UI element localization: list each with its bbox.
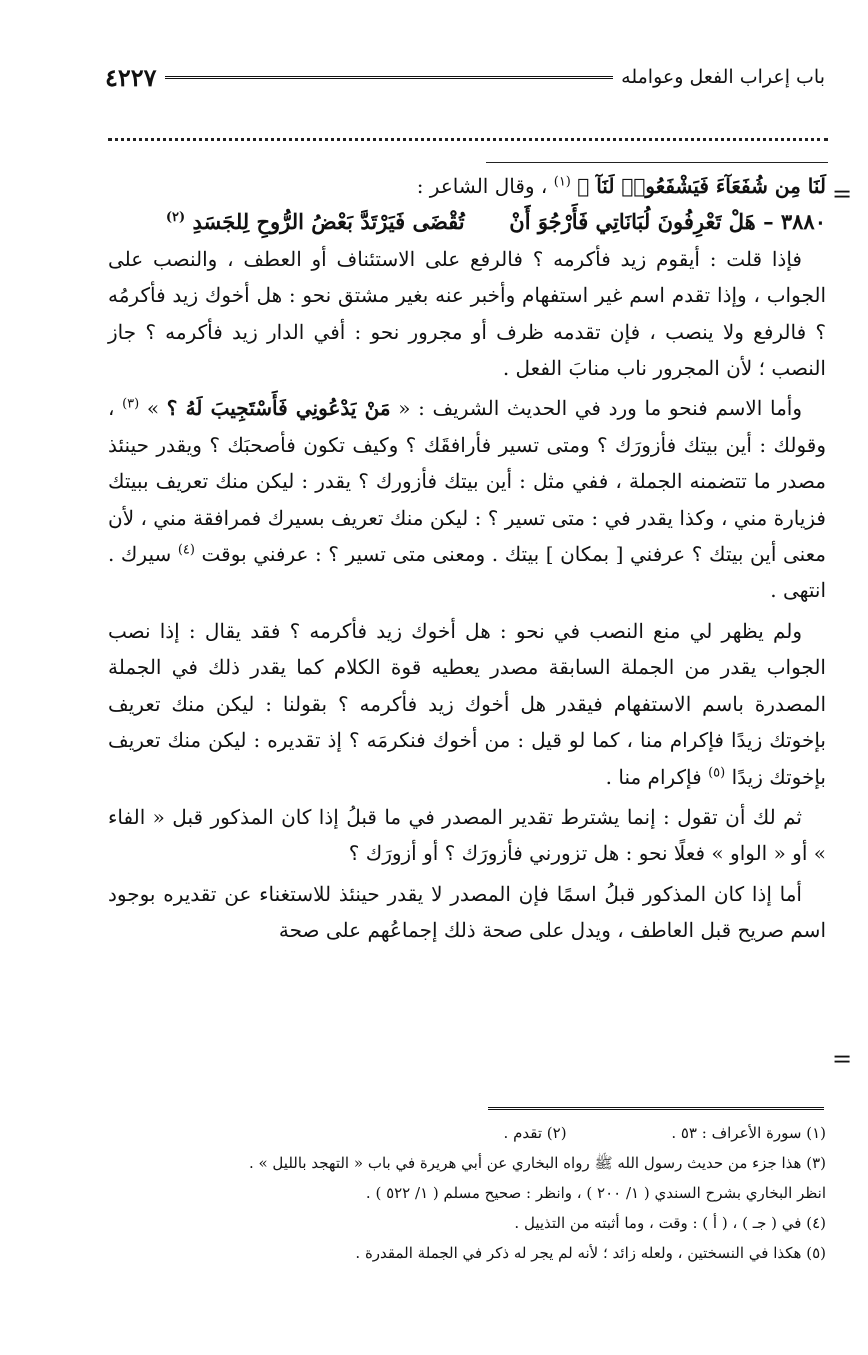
verse-hemistich-2: تُقْضَى فَيَرْتَدَّ بَعْضُ الرُّوحِ لِلجَسَدِ [192, 209, 465, 235]
paragraph-2 [108, 390, 826, 608]
verse-number: ٣٨٨٠ – [763, 209, 826, 235]
para2-start: وأما الاسم فنحو ما ورد في الحديث الشريف : « [398, 396, 803, 421]
footnote-1: (١) سورة الأعراف : ٥٣ . [671, 1124, 826, 1142]
footnote-ref-1: (١) [553, 174, 571, 190]
footnote-ref-2: (٢) [165, 210, 186, 226]
para3-b: فإكرام منا . [605, 764, 702, 789]
main-text [108, 168, 826, 949]
footnote-ref-5: (٥) [708, 764, 726, 780]
poetry-verse [108, 204, 826, 240]
paragraph-1: فإذا قلت : أيقوم زيد فأكرمه ؟ فالرفع على الاستئناف أو العطف ، والنصب على الجواب ، وإذا تقدم اسم غير استفهام وأخبر عنه بغير مشتق نحو : هل أخوك زيد فأكرمُه ؟ فالرفع ولا ينصب ، فإن تقدمه ظرف أو مجرور نحو : أفي الدار زيد فأكرمه ؟ جاز النصب ؛ لأن المجرور ناب منابَ الفعل . [108, 246, 826, 381]
footnote-line-1-2 [108, 1118, 826, 1148]
footnotes [108, 1118, 826, 1268]
footnote-ref-3: (٣) [122, 396, 140, 412]
page-number: ٤٢٢٧ [105, 62, 157, 92]
continuation-rule [486, 162, 828, 163]
running-header [105, 60, 825, 94]
paragraph-5: أما إذا كان المذكور قبلُ اسمًا فإن المصدر لا يقدر حينئذ للاستغناء عن تقديره بوجود اسم صريح قبل العاطف ، ويدل على صحة ذلك إجماعُهم على صحة [108, 881, 826, 943]
chapter-title: باب إعراب الفعل وعوامله [621, 66, 825, 88]
footnote-3-continued: انظر البخاري بشرح السندي ( ١/ ٢٠٠ ) ، وانظر : صحيح مسلم ( ١/ ٥٢٢ ) . [365, 1184, 826, 1202]
para3-a: ولم يظهر لي منع النصب في نحو : هل أخوك زيد فأكرمه ؟ فقد يقال : إذا نصب الجواب يقدر من الجملة السابقة مصدر يعطيه قوة الكلام كما يقدر ذلك في الجملة المصدرة باسم الاستفهام فيقدر هل أخوك زيد فأكرمه ؟ بقولنا : ليكن منك تعريف بإخوتك زيدًا فإكرام منا ، كما لو قيل : من أخوك فنكرمَه ؟ إذ تقديره : ليكن منك تعريف بإخوتك زيدًا [108, 618, 827, 789]
quran-tail: ، وقال الشاعر : [416, 174, 548, 198]
para2-rest: ، وقولك : أين بيتك فأزورَك ؟ ومتى تسير فأرافقَك ؟ وكيف تكون فأصحبَك ؟ ويقدر حينئذ مصدر ما تتضمنه الجملة ، ففي مثل : أين بيتك فأزورك ؟ يقدر : ليكن منك تعريف ببيتك فزيارة مني ، وكذا يقدر في : متى تسير ؟ : ليكن منك تعريف بسيرك فمرافقة مني ، لأن معنى أين بيتك ؟ عرفني [ بمكان ] بيتك . ومعنى متى تسير ؟ : عرفني بوقت [108, 396, 827, 567]
footnote-5: (٥) هكذا في النسختين ، ولعله زائد ؛ لأنه لم يجر له ذكر في الجملة المقدرة . [355, 1244, 826, 1262]
continuation-mark-bottom: = [832, 1045, 853, 1073]
dotted-separator [108, 138, 828, 141]
header-rule [165, 76, 614, 79]
footnote-2: (٢) تقدم . [503, 1124, 567, 1142]
hadith-quote: مَنْ يَدْعُونِي فَأَسْتَجِيبَ لَهُ ؟ [166, 396, 391, 421]
footnote-3: (٣) هذا جزء من حديث رسول الله ﷺ رواه البخاري عن أبي هريرة في باب « التهجد بالليل » . [248, 1154, 826, 1172]
footnote-4: (٤) في ( جـ ) ، ( أ ) : وقت ، وما أثبته من التذييل . [514, 1214, 826, 1232]
quran-quote: لَنَا مِن شُفَعَآءَ فَيَشْفَعُوا۟ لَنَآ ﴾ [577, 174, 826, 198]
quran-line [108, 168, 826, 204]
footnote-separator [488, 1107, 824, 1110]
verse-hemistich-1: هَلْ تَعْرِفُونَ لُبَانَاتِي فَأَرْجُوَ أَنْ [509, 209, 756, 235]
paragraph-4: ثم لك أن تقول : إنما يشترط تقدير المصدر في ما قبلُ إذا كان المذكور قبل « الفاء » أو « الواو » فعلًا نحو : هل تزورني فأزورَك ؟ أو أزورَك ؟ [108, 804, 826, 866]
continuation-mark-top: = [832, 180, 853, 208]
para2-end: سيرك . انتهى . [108, 542, 826, 603]
paragraph-3 [108, 613, 826, 795]
para2-close: » [146, 396, 160, 421]
footnote-ref-4: (٤) [177, 542, 195, 558]
